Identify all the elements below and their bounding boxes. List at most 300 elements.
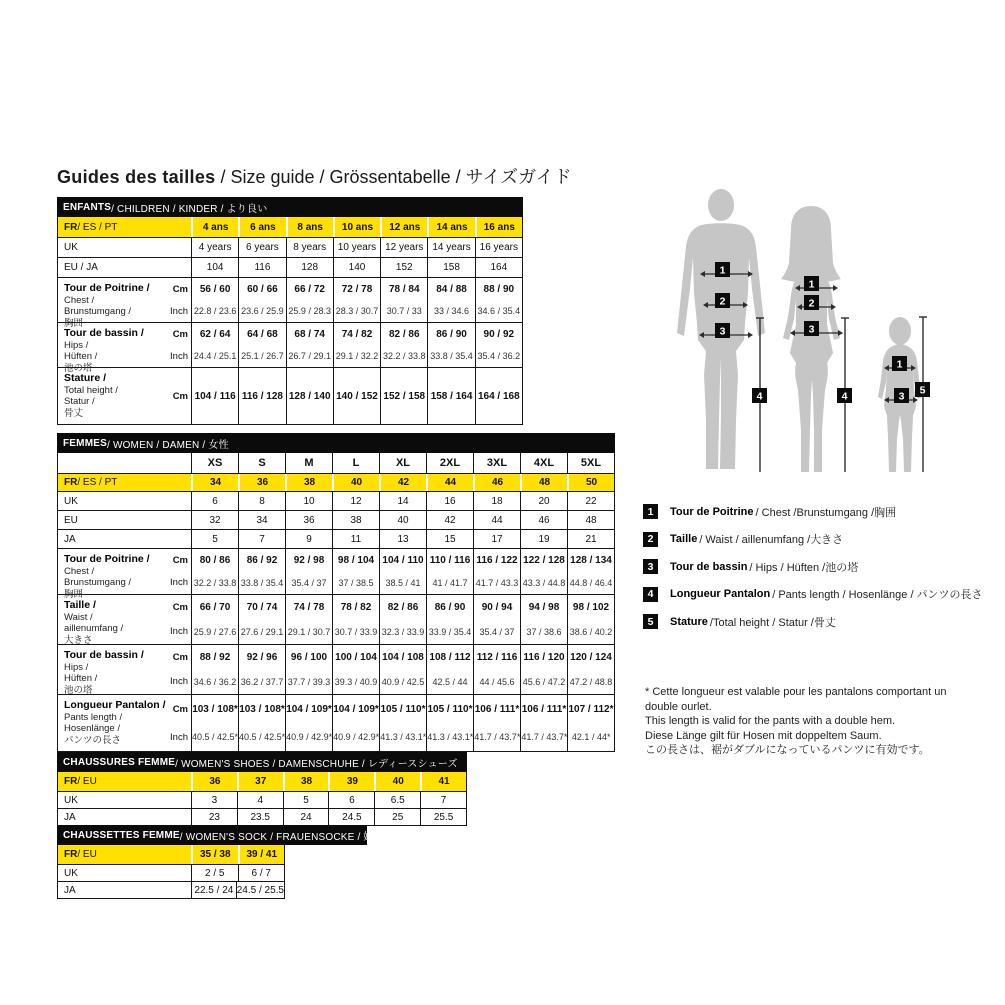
unit-label: Cm (172, 328, 188, 340)
value-cell: 39.3 / 40.9 (332, 670, 379, 695)
table-row (58, 529, 614, 548)
row-label (58, 882, 191, 898)
legend-term: Longueur Pantalon (670, 588, 771, 600)
value-subrow (191, 620, 614, 645)
value-subrow (191, 595, 614, 620)
value-cell: 25.9 / 28.3 (286, 300, 333, 322)
shoes-table-header (57, 752, 467, 772)
value-cell: 46 (473, 474, 520, 491)
value-cell: 18 (473, 492, 520, 510)
row-values (191, 845, 284, 864)
value-cell: 33.8 / 35.4 (427, 345, 474, 367)
value-cell: 88 / 90 (475, 278, 522, 300)
value-cell: 50 (567, 474, 614, 491)
value-cell: 104 / 108 (379, 645, 426, 670)
value-cell: 152 (380, 258, 427, 277)
measure-label (64, 597, 123, 646)
measure-label-line: Stature / (64, 372, 107, 384)
value-cell: 72 / 78 (333, 278, 380, 300)
table-row (58, 257, 522, 277)
legend-translations: / Chest /Brunstumgang /胸囲 (755, 506, 897, 519)
row-values (191, 278, 522, 322)
value-subrow (191, 278, 522, 300)
footnote-line: Diese Länge gilt für Hosen mit doppeltem Saum. (645, 729, 882, 742)
marker-number: 1 (896, 358, 903, 371)
value-cell: 120 / 124 (567, 645, 614, 670)
legend-number-badge: 1 (643, 504, 658, 519)
table-row (58, 548, 614, 600)
value-cell: 30.7 / 33 (380, 300, 427, 322)
table-row (58, 277, 522, 329)
value-cell: 12 (332, 492, 379, 510)
measure-label (64, 280, 150, 329)
value-subrow (191, 492, 614, 510)
measure-label-line: Brunstumgang / (64, 306, 132, 317)
table-row (58, 217, 522, 237)
marker-number: 1 (719, 264, 726, 277)
legend-term: Taille (670, 533, 698, 545)
measure-label-line: Longueur Pantalon / (64, 699, 166, 711)
value-cell: 74 / 78 (285, 595, 332, 620)
value-cell: 40.9 / 42.5 (379, 670, 426, 695)
value-cell: 96 / 100 (285, 645, 332, 670)
value-cell: 140 / 152 (333, 368, 380, 424)
measure-label-line: Tour de bassin / (64, 327, 144, 339)
value-cell: 16 ans (475, 217, 522, 237)
value-subrow (191, 300, 522, 322)
value-subrow (191, 323, 522, 345)
table-row (58, 491, 614, 510)
marker-number: 3 (898, 390, 905, 403)
value-cell: 164 / 168 (475, 368, 522, 424)
row-values (191, 882, 284, 898)
row-values (191, 453, 614, 473)
value-cell: 70 / 74 (238, 595, 285, 620)
value-cell: 42.1 / 44* (567, 723, 614, 751)
value-cell: 41.3 / 43.1* (426, 723, 473, 751)
value-cell: 40.9 / 42.9* (332, 723, 379, 751)
value-subrow (191, 772, 466, 791)
value-cell: 106 / 111* (473, 695, 520, 723)
measure-label-line: Hips / (64, 661, 89, 673)
value-cell: 116 / 128 (238, 368, 285, 424)
value-cell: 84 / 88 (427, 278, 474, 300)
value-subrow (191, 474, 614, 491)
measure-label-line: Chest / (64, 294, 95, 306)
value-cell: 106 / 111* (520, 695, 567, 723)
value-cell: 7 (420, 792, 466, 808)
legend-item (643, 587, 983, 602)
footnote-line: double ourlet. (645, 700, 712, 713)
value-cell: 35.4 / 37 (285, 572, 332, 595)
row-values (191, 792, 466, 808)
value-cell: 46 (520, 511, 567, 529)
value-cell: 40.9 / 42.9* (285, 723, 332, 751)
value-cell: 3XL (473, 453, 520, 473)
unit-column (162, 278, 188, 322)
unit-label: Inch (170, 305, 188, 317)
table-row (58, 772, 466, 791)
row-values (191, 645, 614, 694)
value-cell: 24.5 / 25.5 (236, 882, 284, 898)
value-cell: 158 (427, 258, 474, 277)
women-socks-size-table (57, 825, 405, 899)
table-row (58, 322, 522, 374)
value-cell: 98 / 102 (567, 595, 614, 620)
value-cell: 34 (238, 511, 285, 529)
legend-number-badge: 3 (643, 559, 658, 574)
value-cell: 4XL (520, 453, 567, 473)
marker-number: 4 (756, 390, 763, 403)
table-row (58, 808, 466, 825)
row-label-main: FR (64, 221, 78, 233)
value-cell: 37 / 38.6 (520, 620, 567, 645)
row-label-sub: UK (64, 242, 78, 253)
value-cell: 86 / 90 (427, 323, 474, 345)
measure-label-line: Hüften / (64, 351, 98, 362)
value-cell: 22.5 / 24 (191, 882, 236, 898)
value-cell: 82 / 86 (380, 323, 427, 345)
value-cell: 40 (332, 474, 379, 491)
value-cell: 23.5 (237, 809, 283, 825)
unit-label: Cm (172, 601, 188, 613)
row-label (58, 492, 191, 510)
unit-column (162, 645, 188, 694)
row-values (191, 368, 522, 424)
row-label-main: FR (64, 477, 78, 488)
value-cell: 116 (238, 258, 285, 277)
value-cell: 152 / 158 (380, 368, 427, 424)
value-cell: 14 ans (427, 217, 474, 237)
row-values (191, 323, 522, 367)
value-cell: 104 / 110 (379, 549, 426, 572)
row-label-sub: UK (64, 867, 78, 879)
value-cell: 23 (191, 809, 237, 825)
value-cell: 35.4 / 37 (473, 620, 520, 645)
table-header-main: ENFANTS (63, 201, 112, 213)
row-label (58, 645, 191, 694)
value-cell: 38 (285, 474, 332, 491)
value-cell: 14 years (427, 238, 474, 257)
value-cell: 28.3 / 30.7 (333, 300, 380, 322)
page-title (57, 163, 572, 189)
row-values (191, 772, 466, 791)
unit-column (162, 549, 188, 594)
value-cell: 43.3 / 44.8 (520, 572, 567, 595)
value-cell: 94 / 98 (520, 595, 567, 620)
measure-label-line: Statur / (64, 396, 95, 407)
row-values (191, 492, 614, 510)
value-cell: 17 (473, 530, 520, 548)
value-cell: 90 / 94 (473, 595, 520, 620)
value-subrow (191, 645, 614, 670)
value-cell: 37.7 / 39.3 (285, 670, 332, 695)
value-subrow (191, 792, 466, 808)
socks-table-header (57, 825, 405, 845)
measure-label-line: Total height / (64, 384, 118, 396)
value-cell: 66 / 70 (191, 595, 238, 620)
measure-label-line: 池の塔 (64, 684, 93, 696)
measure-label (64, 647, 144, 696)
row-label (58, 474, 191, 491)
unit-column (162, 595, 188, 644)
measure-label-line: Tour de bassin / (64, 649, 144, 661)
shoes-grid (57, 772, 467, 826)
value-cell: 38 (283, 772, 329, 791)
page-title-main: Guides des tailles (57, 167, 216, 187)
value-cell: 41 / 41.7 (426, 572, 473, 595)
value-cell: 107 / 112* (567, 695, 614, 723)
value-subrow (191, 511, 614, 529)
value-cell: 34 (191, 474, 238, 491)
value-cell: 32 (191, 511, 238, 529)
man-silhouette (677, 223, 765, 469)
value-cell: 19 (520, 530, 567, 548)
table-row (58, 473, 614, 491)
legend-number-badge: 5 (643, 614, 658, 629)
value-cell: 33 / 34.6 (427, 300, 474, 322)
value-cell: 105 / 110* (379, 695, 426, 723)
value-cell: 103 / 108* (238, 695, 285, 723)
value-subrow (191, 845, 284, 864)
table-header-sub: / WOMEN'S SOCK / FRAUENSOCKE / 婦人靴下 (179, 831, 405, 843)
measure-label-line: Hips / (64, 339, 89, 351)
table-row (58, 644, 614, 694)
value-cell: 128 / 140 (286, 368, 333, 424)
table-row (58, 864, 284, 881)
value-cell: 25.9 / 27.6 (191, 620, 238, 645)
value-subrow (191, 572, 614, 595)
value-cell: 78 / 82 (332, 595, 379, 620)
value-subrow (191, 809, 466, 825)
value-cell: 62 / 64 (191, 323, 238, 345)
value-cell: 42.5 / 44 (426, 670, 473, 695)
value-cell: 24.5 (328, 809, 374, 825)
row-label-sub: JA (64, 884, 76, 896)
children-table-header (57, 197, 523, 217)
value-cell: 164 (475, 258, 522, 277)
value-subrow (191, 723, 614, 751)
children-size-table (57, 197, 523, 425)
value-cell: 36.2 / 37.7 (238, 670, 285, 695)
value-cell: 41.7 / 43.3 (473, 572, 520, 595)
table-row (58, 694, 614, 751)
value-subrow (191, 258, 522, 277)
value-cell: 4 (237, 792, 283, 808)
value-subrow (191, 865, 284, 881)
value-subrow (191, 345, 522, 367)
unit-label: Inch (170, 731, 188, 743)
value-cell: 104 / 109* (285, 695, 332, 723)
value-cell: 41.3 / 43.1* (379, 723, 426, 751)
row-label (58, 792, 191, 808)
unit-label: Cm (172, 283, 188, 295)
value-cell: 47.2 / 48.8 (567, 670, 614, 695)
value-cell: 38 (332, 511, 379, 529)
value-cell: 104 / 109* (332, 695, 379, 723)
table-row (58, 237, 522, 257)
value-cell: 25.1 / 26.7 (238, 345, 285, 367)
legend-number-badge: 4 (643, 587, 658, 602)
value-subrow (191, 530, 614, 548)
row-label (58, 865, 191, 881)
footnote-line: この長さは、裾がダブルになっているパンツに有効です。 (645, 744, 930, 756)
value-cell: 92 / 96 (238, 645, 285, 670)
legend-translations: / Hips / Hüften /池の塔 (749, 561, 859, 574)
legend-number-badge: 2 (643, 532, 658, 547)
measure-label-line: Pants length / (64, 711, 123, 723)
row-label-sub: JA (64, 533, 76, 545)
value-cell: 110 / 116 (426, 549, 473, 572)
value-cell: 2XL (426, 453, 473, 473)
value-cell: 44.8 / 46.4 (567, 572, 614, 595)
row-label (58, 595, 191, 644)
women-grid (57, 453, 615, 752)
marker-number: 3 (808, 323, 815, 336)
table-header-sub: / CHILDREN / KINDER / より良い (111, 203, 268, 215)
value-cell: 48 (520, 474, 567, 491)
value-cell: 98 / 104 (332, 549, 379, 572)
row-label (58, 453, 191, 473)
value-cell: 22 (567, 492, 614, 510)
value-cell: 20 (520, 492, 567, 510)
table-row (58, 367, 522, 424)
value-cell: 29.1 / 30.7 (285, 620, 332, 645)
value-cell: L (332, 453, 379, 473)
man-silhouette (708, 189, 734, 221)
value-cell: 74 / 82 (333, 323, 380, 345)
value-cell: 5 (191, 530, 238, 548)
value-cell: 12 years (380, 238, 427, 257)
measure-label-line: 骨丈 (64, 407, 84, 419)
value-cell: 9 (285, 530, 332, 548)
arrow-right-icon (838, 330, 843, 336)
value-cell: 11 (332, 530, 379, 548)
legend-translations: / Pants length / Hosenlänge / パンツの長さ (772, 589, 983, 601)
row-values (191, 474, 614, 491)
value-cell: 4 ans (191, 217, 238, 237)
row-label-sub: UK (64, 794, 78, 806)
measure-label-line: aillenumfang / (64, 623, 124, 634)
unit-column (162, 323, 188, 367)
value-cell: 34.6 / 35.4 (475, 300, 522, 322)
measure-label (64, 370, 118, 419)
measure-label-line: Waist / (64, 611, 93, 623)
measure-label (64, 697, 166, 746)
value-cell: 128 (286, 258, 333, 277)
measure-label-line: 池の塔 (64, 362, 93, 374)
value-subrow (191, 882, 284, 898)
measure-label-line: 胸囲 (64, 588, 84, 600)
row-label (58, 258, 191, 277)
value-cell: 86 / 90 (426, 595, 473, 620)
value-cell: 104 (191, 258, 238, 277)
unit-label: Cm (172, 703, 188, 715)
women-table-header (57, 433, 615, 453)
value-cell: 38.6 / 40.2 (567, 620, 614, 645)
value-cell: 15 (426, 530, 473, 548)
value-cell: 86 / 92 (238, 549, 285, 572)
value-cell: XS (191, 453, 238, 473)
measure-label-line: Tour de Poitrine / (64, 282, 150, 294)
value-cell: 8 ans (286, 217, 333, 237)
value-cell: 8 (238, 492, 285, 510)
value-cell: 39 (328, 772, 374, 791)
marker-number: 5 (919, 384, 926, 397)
marker-number: 2 (719, 295, 726, 308)
legend-term: Tour de bassin (670, 560, 748, 573)
value-cell: 140 (333, 258, 380, 277)
legend-item (643, 504, 983, 519)
table-row (58, 791, 466, 808)
unit-label: Cm (172, 554, 188, 566)
value-subrow (191, 217, 522, 237)
value-cell: 42 (426, 511, 473, 529)
measure-label-line: Brunstumgang / (64, 577, 132, 588)
women-size-table (57, 433, 615, 752)
value-cell: 44 (473, 511, 520, 529)
value-cell: 30.7 / 33.9 (332, 620, 379, 645)
value-cell: 78 / 84 (380, 278, 427, 300)
value-cell: 33.8 / 35.4 (238, 572, 285, 595)
value-cell: 116 / 120 (520, 645, 567, 670)
value-cell: 23.6 / 25.9 (238, 300, 285, 322)
value-cell: 6.5 (374, 792, 420, 808)
value-cell: 41.7 / 43.7* (520, 723, 567, 751)
value-cell: 32.2 / 33.8 (191, 572, 238, 595)
row-label (58, 809, 191, 825)
measure-label (64, 551, 150, 600)
unit-label: Inch (170, 676, 188, 688)
value-cell: 56 / 60 (191, 278, 238, 300)
row-values (191, 595, 614, 644)
value-subrow (191, 368, 522, 424)
legend-item (643, 532, 983, 547)
value-cell: 8 years (286, 238, 333, 257)
row-values (191, 695, 614, 751)
unit-label: Inch (170, 626, 188, 638)
footnote (645, 685, 946, 758)
table-header-main: CHAUSSURES FEMME (63, 756, 176, 768)
value-cell: 90 / 92 (475, 323, 522, 345)
measure-label (64, 325, 144, 374)
value-cell: 108 / 112 (426, 645, 473, 670)
table-row (58, 845, 284, 864)
legend-term: Tour de Poitrine (670, 505, 754, 518)
value-cell: 5XL (567, 453, 614, 473)
unit-label: Inch (170, 350, 188, 362)
value-cell: 41.7 / 43.7* (473, 723, 520, 751)
row-values (191, 809, 466, 825)
row-label (58, 772, 191, 791)
row-label-sub: EU (64, 514, 78, 526)
row-values (191, 238, 522, 257)
value-cell: 10 years (333, 238, 380, 257)
measure-label-line: 胸囲 (64, 317, 84, 329)
value-cell: 128 / 134 (567, 549, 614, 572)
woman-silhouette (781, 206, 841, 282)
value-subrow (191, 549, 614, 572)
table-row (58, 594, 614, 644)
value-subrow (191, 453, 614, 473)
value-cell: 66 / 72 (286, 278, 333, 300)
value-subrow (191, 670, 614, 695)
value-cell: 88 / 92 (191, 645, 238, 670)
value-cell: 6 years (238, 238, 285, 257)
value-cell: 22.8 / 23.6 (191, 300, 238, 322)
value-cell: 44 / 45.6 (473, 670, 520, 695)
value-cell: 122 / 128 (520, 549, 567, 572)
